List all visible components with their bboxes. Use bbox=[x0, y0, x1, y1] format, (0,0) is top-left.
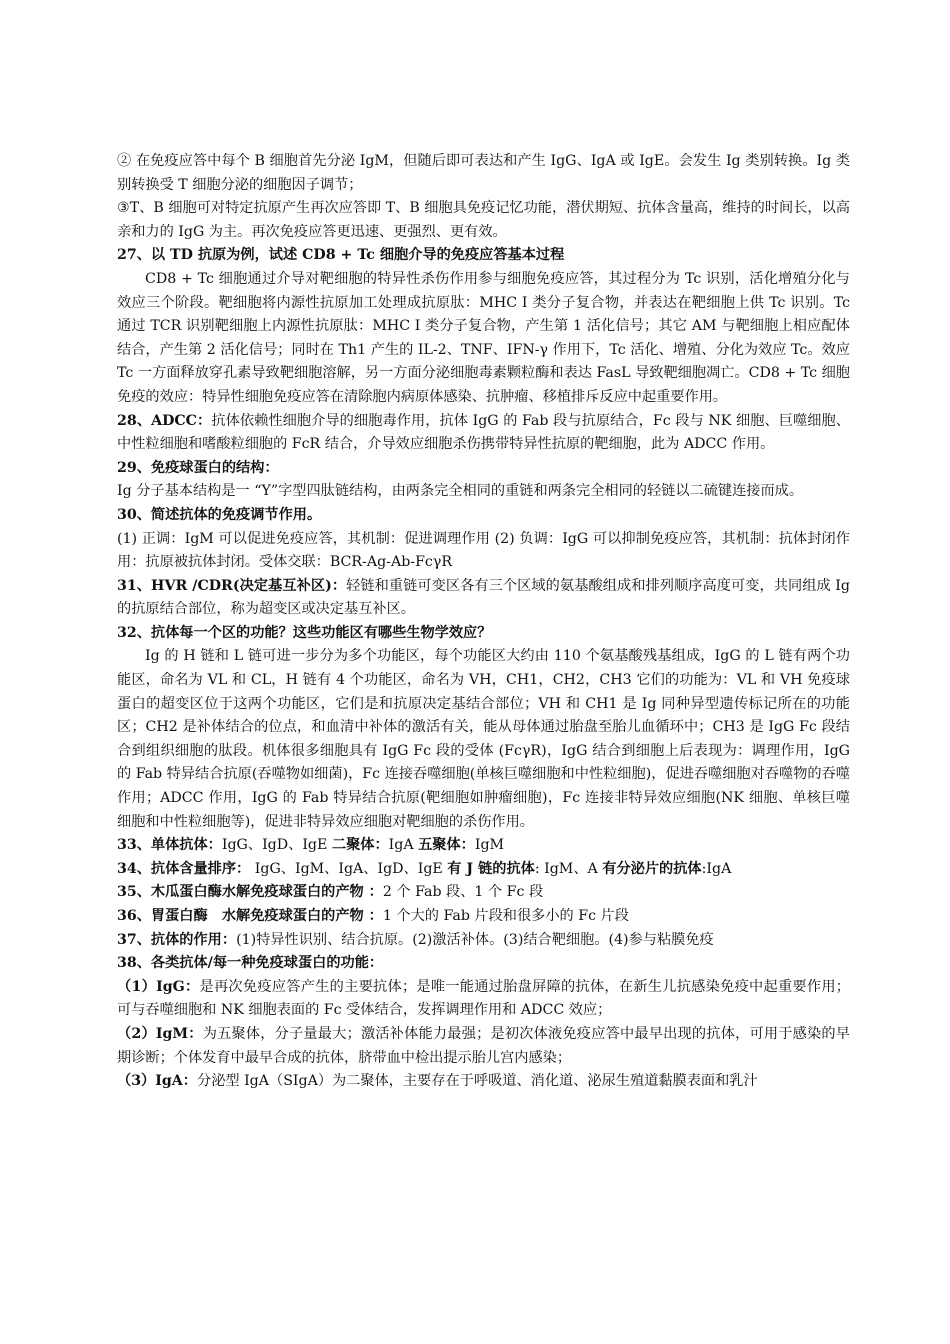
paragraph-29: Ig 分子基本结构是一 “Y”字型四肽链结构，由两条完全相同的重链和两条完全相同的轻链以二硫键连接而成。 bbox=[117, 483, 804, 500]
text-28: 抗体依赖性细胞介导的细胞毒作用，抗体 IgG 的 Fab 段与抗原结合，Fc 段与 NK 细胞、巨噬细胞、中性粒细胞和嗜酸粒细胞的 FcR 结合，介导效应细胞杀伤携带特异性抗原的靶细胞，此为 ADCC 作用。 bbox=[117, 412, 850, 453]
text-35: 2 个 Fab 段、1 个 Fc 段 bbox=[382, 884, 544, 901]
heading-35: 35、木瓜蛋白酶水解免疫球蛋白的产物 ： bbox=[117, 884, 383, 901]
item-28 bbox=[117, 410, 850, 457]
item-34 bbox=[117, 858, 850, 882]
item-36 bbox=[117, 905, 850, 929]
text-31: 轻链和重链可变区各有三个区域的氨基酸组成和排列顺序高度可变，共同组成 Ig 的抗原结合部位，称为超变区或决定基互补区。 bbox=[117, 577, 850, 618]
text-38-igm: 为五聚体，分子量最大；激活补体能力最强；是初次体液免疫应答中最早出现的抗体，可用于感染的早期诊断；个体发育中最早合成的抗体，脐带血中检出提示胎儿宫内感染； bbox=[117, 1025, 850, 1066]
heading-36: 36、胃蛋白酶 水解免疫球蛋白的产物 ： bbox=[117, 908, 383, 924]
text-34c: :IgA bbox=[701, 860, 732, 877]
text-38-iga: 分泌型 IgA（SIgA）为二聚体，主要存在于呼吸道、消化道、泌尿生殖道黏膜表面和乳汁 bbox=[197, 1073, 758, 1090]
text-34b: : IgM、A bbox=[534, 860, 603, 877]
heading-38-igg: （1）IgG： bbox=[117, 978, 200, 995]
item-33 bbox=[117, 834, 850, 858]
item-38-iga bbox=[117, 1070, 850, 1094]
item-31 bbox=[117, 575, 850, 622]
item-38-igg bbox=[117, 976, 850, 1023]
heading-33a: 33、单体抗体： bbox=[117, 837, 222, 854]
heading-37: 37、抗体的作用： bbox=[117, 931, 237, 948]
heading-32: 32、抗体每一个区的功能？这些功能区有哪些生物学效应？ bbox=[117, 624, 492, 641]
paragraph-p1: ② 在免疫应答中每个 B 细胞首先分泌 IgM，但随后即可表达和产生 IgG、IgA 或 IgE。会发生 Ig 类别转换。Ig 类别转换受 T 细胞分泌的细胞因子调节； bbox=[117, 153, 850, 193]
text-33c: IgM bbox=[474, 837, 505, 854]
item-38-igm bbox=[117, 1023, 850, 1070]
heading-30: 30、简述抗体的免疫调节作用。 bbox=[117, 506, 322, 523]
heading-28: 28、ADCC： bbox=[117, 412, 212, 429]
heading-31: 31、HVR /CDR(决定基互补区)： bbox=[117, 577, 347, 594]
heading-38-iga: （3）IgA： bbox=[117, 1073, 197, 1090]
heading-34a: 34、抗体含量排序： bbox=[117, 860, 251, 877]
document-page bbox=[117, 150, 850, 1094]
item-35 bbox=[117, 881, 850, 905]
heading-38: 38、各类抗体/每一种免疫球蛋白的功能： bbox=[117, 955, 384, 972]
heading-34b: 有 J 链的抗体 bbox=[447, 860, 535, 877]
heading-34c: 有分泌片的抗体 bbox=[602, 860, 702, 877]
paragraph-30: (1) 正调：IgM 可以促进免疫应答，其机制：促进调理作用 (2) 负调：IgG 可以抑制免疫应答，其机制：抗体封闭作用：抗原被抗体封闭。受体交联：BCR-Ag-Ab-FcγR bbox=[117, 530, 850, 571]
heading-33c: 五聚体： bbox=[418, 837, 475, 854]
heading-29: 29、免疫球蛋白的结构： bbox=[117, 459, 279, 476]
text-38-igg: 是再次免疫应答产生的主要抗体；是唯一能通过胎盘屏障的抗体，在新生儿抗感染免疫中起重要作用；可与吞噬细胞和 NK 细胞表面的 Fc 受体结合，发挥调理作用和 ADCC 效应； bbox=[117, 978, 850, 1019]
heading-38-igm: （2）IgM： bbox=[117, 1025, 203, 1042]
text-37: (1)特异性识别、结合抗原。(2)激活补体。(3)结合靶细胞。(4)参与粘膜免疫 bbox=[236, 931, 714, 948]
text-34a: IgG、IgM、IgA、IgD、IgE bbox=[250, 860, 448, 877]
paragraph-32: Ig 的 H 链和 L 链可进一步分为多个功能区，每个功能区大约由 110 个氨基酸残基组成，IgG 的 L 链有两个功能区，命名为 VL 和 CL，H 链有 4 个功能区，命名为 VH，CH1，CH2，CH3 它们的功能为：VL 和 VH 免疫球蛋白的超变区位于这两个功能区，它们是和抗原决定基结合部位；VH 和 CH1 是 Ig 同种异型遗传标记所在的功能区；CH2 是补体结合的位点，和血清中补体的激活有关，能从母体通过胎盘至胎儿血循环中；CH3 是 IgG Fc 段结合到组织细胞的肽段。机体很多细胞具有 IgG Fc 段的受体 (FcγR)，IgG 结合到细胞上后表现为：调理作用，IgG 的 Fab 特异结合抗原(吞噬物如细菌)，Fc 连接吞噬细胞(单核巨噬细胞和中性粒细胞)，促进吞噬细胞对吞噬物的吞噬作用；ADCC 作用，IgG 的 Fab 特异结合抗原(靶细胞如肿瘤细胞)，Fc 连接非特异效应细胞(NK 细胞、单核巨噬细胞和中性粒细胞等)，促进非特异效应细胞对靶细胞的杀伤作用。 bbox=[117, 648, 850, 830]
text-33a: IgG、IgD、IgE bbox=[221, 837, 332, 854]
text-36: 1 个大的 Fab 片段和很多小的 Fc 片段 bbox=[382, 908, 629, 924]
item-37 bbox=[117, 929, 850, 953]
heading-27: 27、以 TD 抗原为例，试述 CD8 + Tc 细胞介导的免疫应答基本过程 bbox=[117, 247, 565, 264]
heading-33b: 二聚体： bbox=[331, 837, 389, 854]
paragraph-27: CD8 + Tc 细胞通过介导对靶细胞的特异性杀伤作用参与细胞免疫应答，其过程分为 Tc 识别，活化增殖分化与效应三个阶段。靶细胞将内源性抗原加工处理成抗原肽：MHC I 类分子复合物，并表达在靶细胞上供 Tc 识别。Tc 通过 TCR 识别靶细胞上内源性抗原肽：MHC I 类分子复合物，产生第 1 活化信号；其它 AM 与靶细胞上相应配体结合，产生第 2 活化信号；同时在 Th1 产生的 IL-2、TNF、IFN-γ 作用下，Tc 活化、增殖、分化为效应 Tc。效应 Tc 一方面释放穿孔素导致靶细胞溶解，另一方面分泌细胞毒素颗粒酶和表达 FasL 导致靶细胞凋亡。CD8 + Tc 细胞免疫的效应：特异性细胞免疫应答在清除胞内病原体感染、抗肿瘤、移植排斥反应中起重要作用。 bbox=[117, 270, 850, 405]
text-33b: IgA bbox=[388, 837, 419, 854]
paragraph-p2: ③T、B 细胞可对特定抗原产生再次应答即 T、B 细胞具免疫记忆功能，潜伏期短、抗体含量高，维持的时间长，以高亲和力的 IgG 为主。再次免疫应答更迅速、更强烈、更有效。 bbox=[117, 200, 850, 240]
